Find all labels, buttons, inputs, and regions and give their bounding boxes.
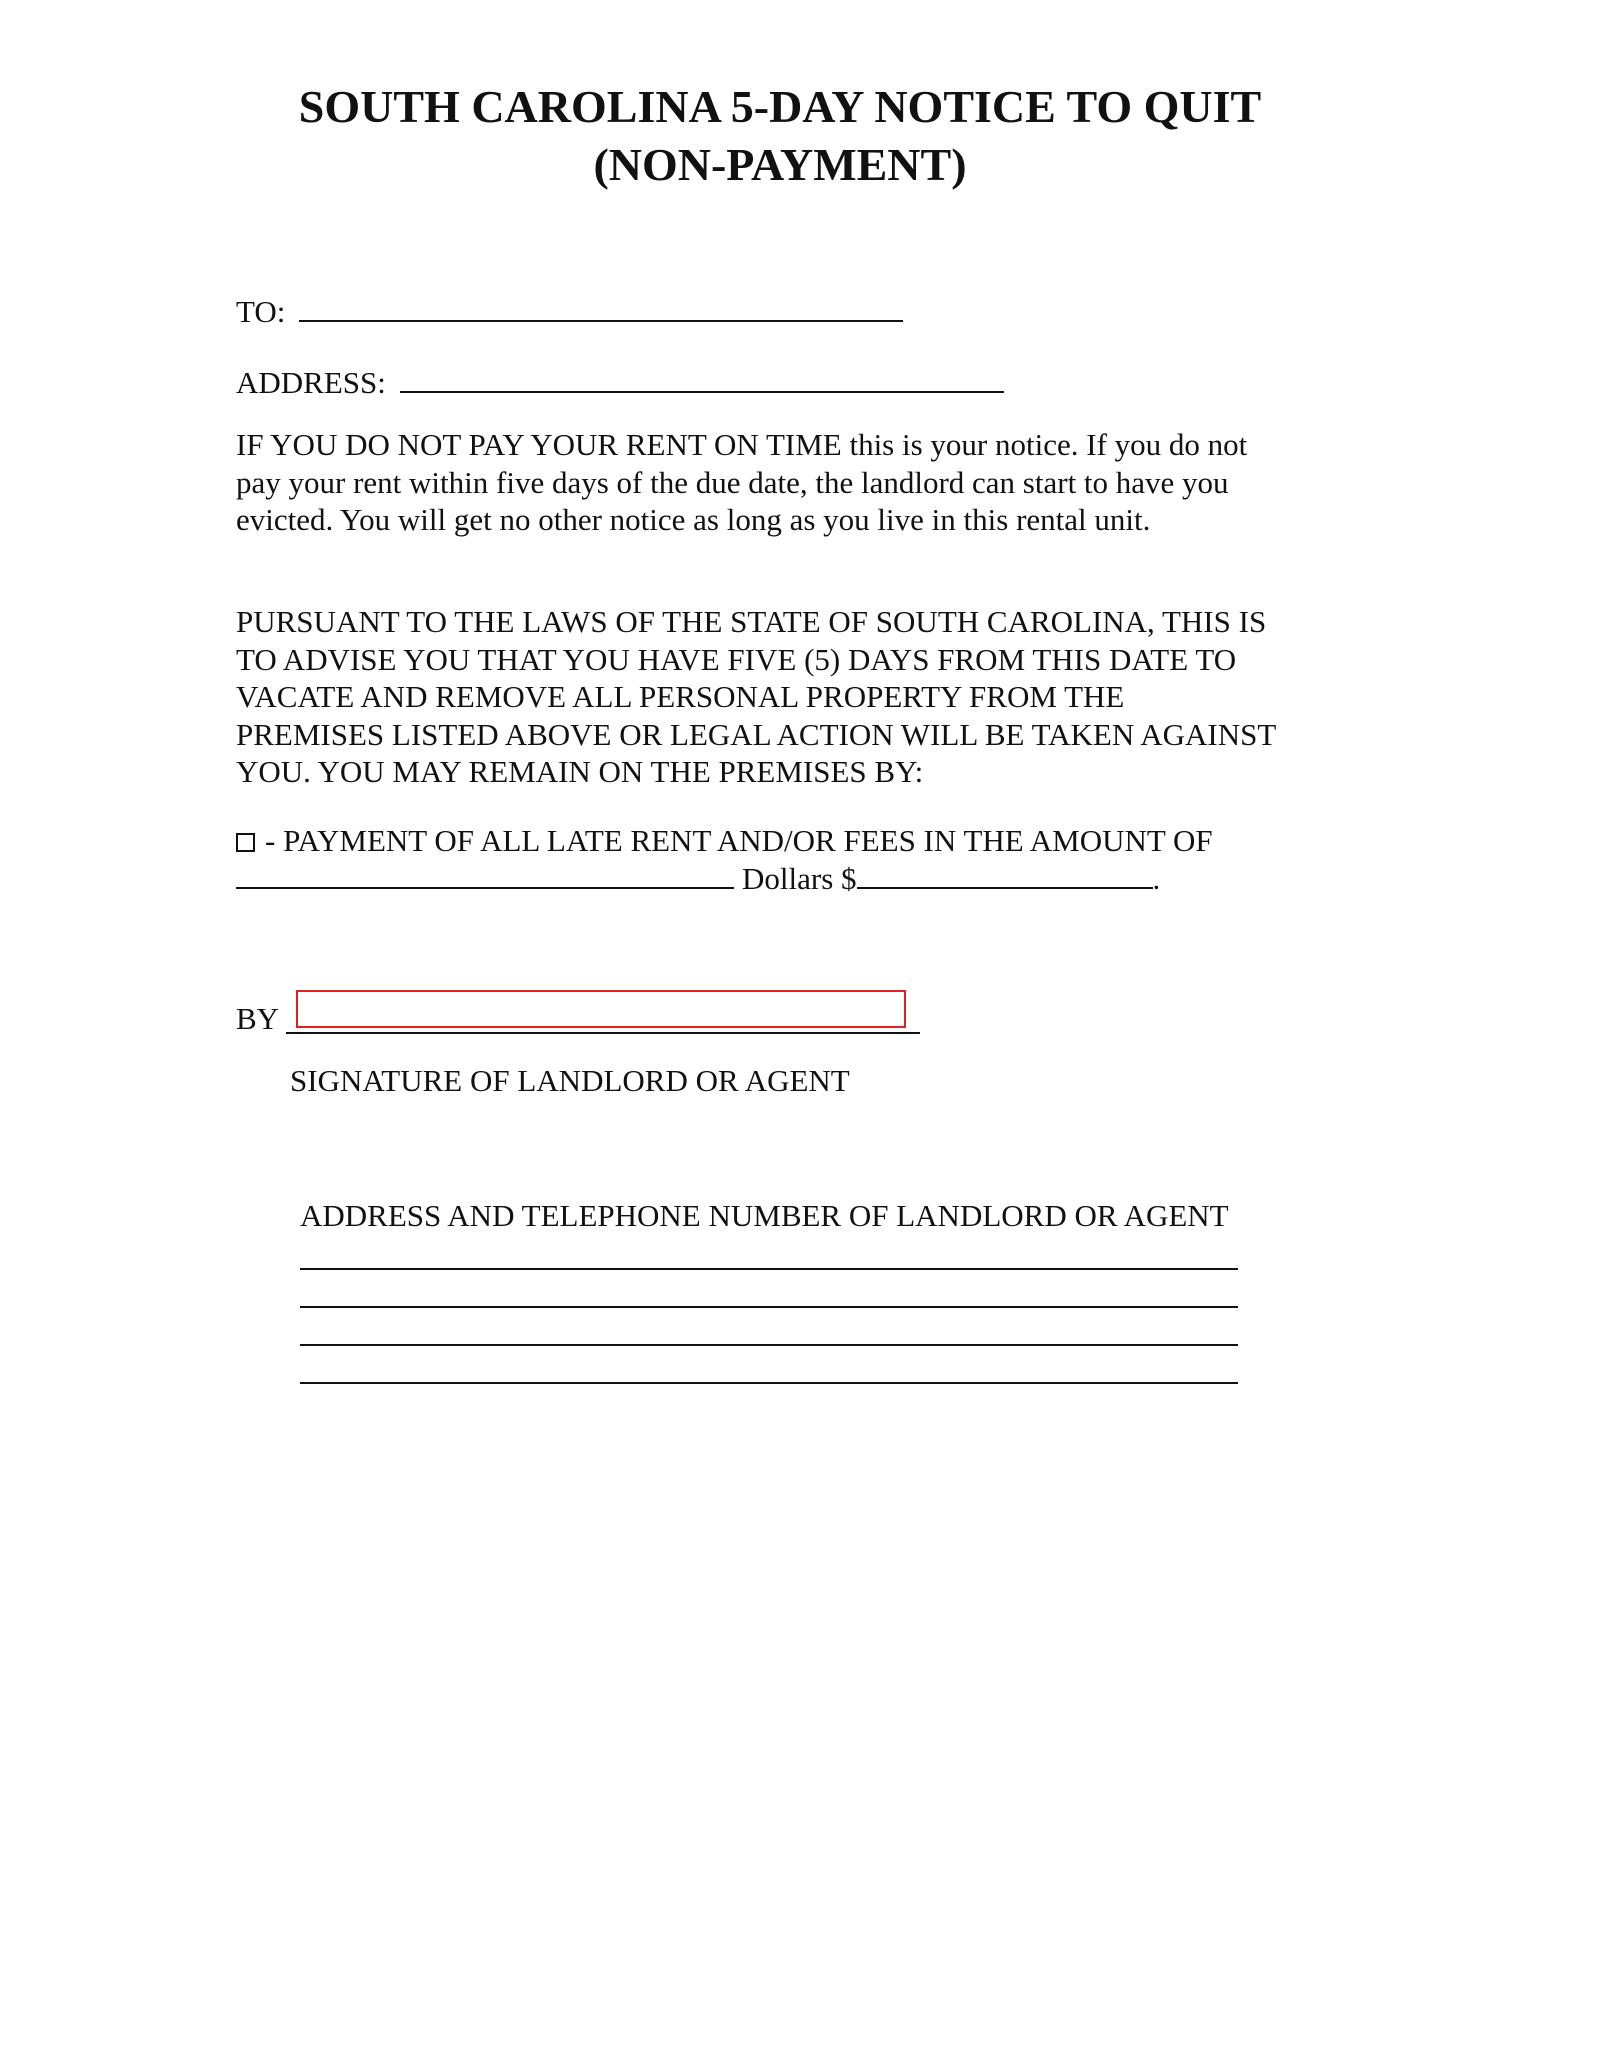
address-row (236, 364, 1004, 402)
title-line-1: SOUTH CAROLINA 5-DAY NOTICE TO QUIT (298, 81, 1262, 132)
payment-option-text: - PAYMENT OF ALL LATE RENT AND/OR FEES IN THE AMOUNT OF (265, 823, 1213, 858)
payment-checkbox[interactable] (236, 833, 255, 852)
landlord-address-line-2[interactable] (300, 1306, 1238, 1308)
pursuant-line: VACATE AND REMOVE ALL PERSONAL PROPERTY FROM THE (236, 679, 1125, 714)
signature-caption: SIGNATURE OF LANDLORD OR AGENT (290, 1063, 850, 1098)
pursuant-line: PURSUANT TO THE LAWS OF THE STATE OF SOUTH CAROLINA, THIS IS (236, 604, 1267, 639)
notice-line: evicted. You will get no other notice as long as you live in this rental unit. (236, 502, 1151, 537)
address-field[interactable] (400, 365, 1004, 393)
payment-option-row (236, 822, 1213, 860)
amount-row (236, 860, 1160, 898)
dollars-label: Dollars $ (742, 861, 857, 896)
signature-underline (286, 1032, 920, 1034)
to-label: TO: (236, 294, 286, 329)
by-label: BY (236, 1001, 280, 1036)
pursuant-line: YOU. YOU MAY REMAIN ON THE PREMISES BY: (236, 754, 924, 789)
signature-field[interactable] (296, 990, 906, 1028)
to-row (236, 293, 903, 331)
to-field[interactable] (299, 294, 903, 322)
landlord-address-caption: ADDRESS AND TELEPHONE NUMBER OF LANDLORD OR AGENT (300, 1198, 1229, 1233)
landlord-address-line-3[interactable] (300, 1344, 1238, 1346)
notice-line: IF YOU DO NOT PAY YOUR RENT ON TIME this is your notice. If you do not (236, 427, 1248, 462)
by-row (236, 1000, 279, 1038)
landlord-address-line-4[interactable] (300, 1382, 1238, 1384)
amount-words-field[interactable] (236, 861, 734, 889)
pursuant-line: PREMISES LISTED ABOVE OR LEGAL ACTION WILL BE TAKEN AGAINST (236, 716, 1277, 752)
pursuant-line: TO ADVISE YOU THAT YOU HAVE FIVE (5) DAYS FROM THIS DATE TO (236, 641, 1237, 677)
title-line-2: (NON-PAYMENT) (593, 139, 967, 190)
amount-period: . (1152, 861, 1161, 896)
amount-number-field[interactable] (857, 861, 1153, 889)
pursuant-paragraph (236, 603, 1326, 791)
notice-paragraph (236, 426, 1326, 539)
document-title (0, 78, 1560, 194)
landlord-address-line-1[interactable] (300, 1268, 1238, 1270)
address-label: ADDRESS: (236, 365, 386, 400)
notice-line: pay your rent within five days of the due date, the landlord can start to have you (236, 464, 1229, 500)
